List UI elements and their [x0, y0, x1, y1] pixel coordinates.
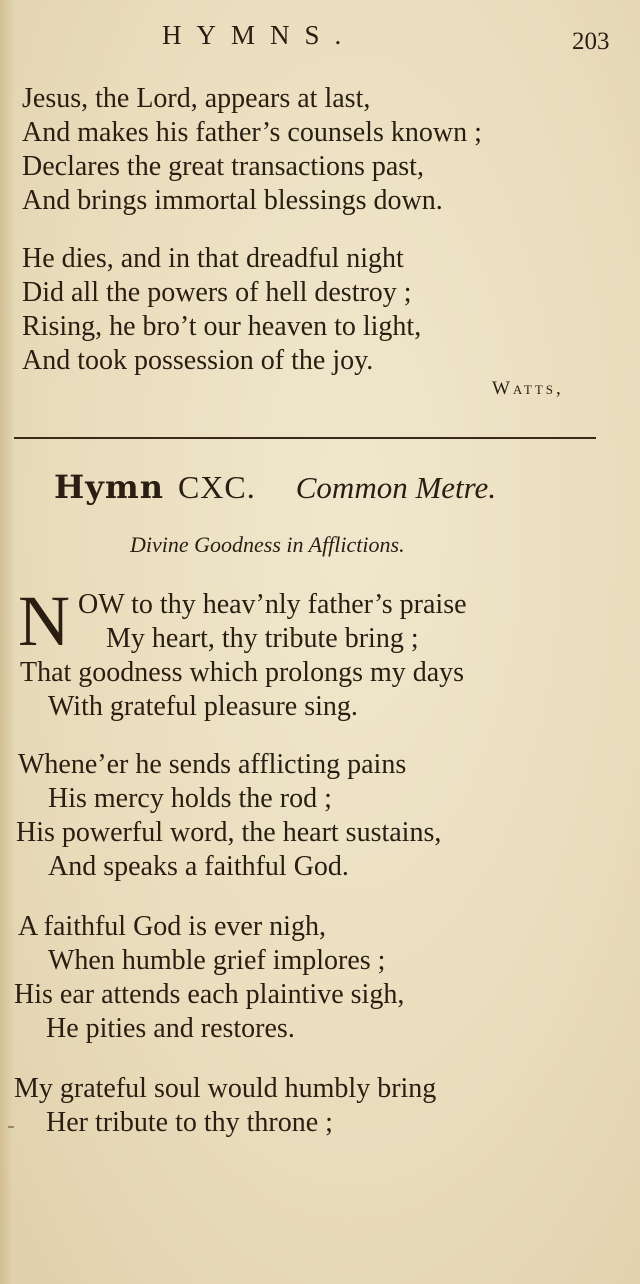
running-head	[0, 20, 640, 60]
verse-line: Her tribute to thy throne ;	[46, 1107, 333, 1138]
margin-mark	[8, 1126, 14, 1128]
verse-line: And makes his father’s counsels known ;	[22, 117, 482, 148]
attribution: Watts,	[492, 378, 564, 399]
page-number: 203	[572, 28, 610, 55]
verse-line: OW to thy heav’nly father’s praise	[78, 589, 467, 620]
verse-line: His mercy holds the rod ;	[48, 783, 332, 814]
hymn-stanza-1	[0, 581, 620, 724]
verse-line: His powerful word, the heart sustains,	[16, 817, 442, 848]
hymn-metre: Common Metre.	[295, 470, 497, 505]
drop-cap: N	[18, 581, 70, 661]
hymn-label: Hymn	[54, 468, 164, 506]
verse-line: Did all the powers of hell destroy ;	[22, 277, 412, 308]
section-rule	[14, 437, 596, 439]
verse-line: Declares the great transactions past,	[22, 151, 424, 182]
hymn-stanza-3	[0, 910, 620, 1046]
verse-line: Jesus, the Lord, appears at last,	[22, 83, 371, 114]
hymn-stanza-2	[0, 748, 620, 884]
hymn-number: CXC.	[177, 469, 256, 505]
verse-line: He pities and restores.	[46, 1013, 295, 1044]
verse-line: A faithful God is ever nigh,	[18, 911, 326, 942]
verse-line: And speaks a faithful God.	[48, 851, 349, 882]
verse-line: Rising, he bro’t our heaven to light,	[22, 311, 422, 342]
running-title: HYMNS.	[162, 20, 357, 50]
hymn-heading	[54, 468, 624, 512]
verse-line: My heart, thy tribute bring ;	[106, 623, 419, 654]
hymn-subtitle: Divine Goodness in Afflictions.	[130, 532, 405, 557]
verse-line: His ear attends each plaintive sigh,	[14, 979, 405, 1010]
verse-line: My grateful soul would humbly bring	[14, 1073, 437, 1104]
verse-line: When humble grief implores ;	[48, 945, 386, 976]
hymn-stanza-4	[0, 1072, 620, 1140]
verse-line: And took possession of the joy.	[22, 345, 374, 376]
verse-line: That goodness which prolongs my days	[20, 657, 465, 688]
previous-hymn-stanza-1	[0, 82, 620, 218]
verse-line: With grateful pleasure sing.	[48, 691, 358, 722]
verse-line: He dies, and in that dreadful night	[22, 243, 404, 274]
previous-hymn-stanza-2	[0, 242, 620, 378]
verse-line: And brings immortal blessings down.	[22, 185, 443, 216]
verse-line: Whene’er he sends afflicting pains	[18, 749, 407, 780]
